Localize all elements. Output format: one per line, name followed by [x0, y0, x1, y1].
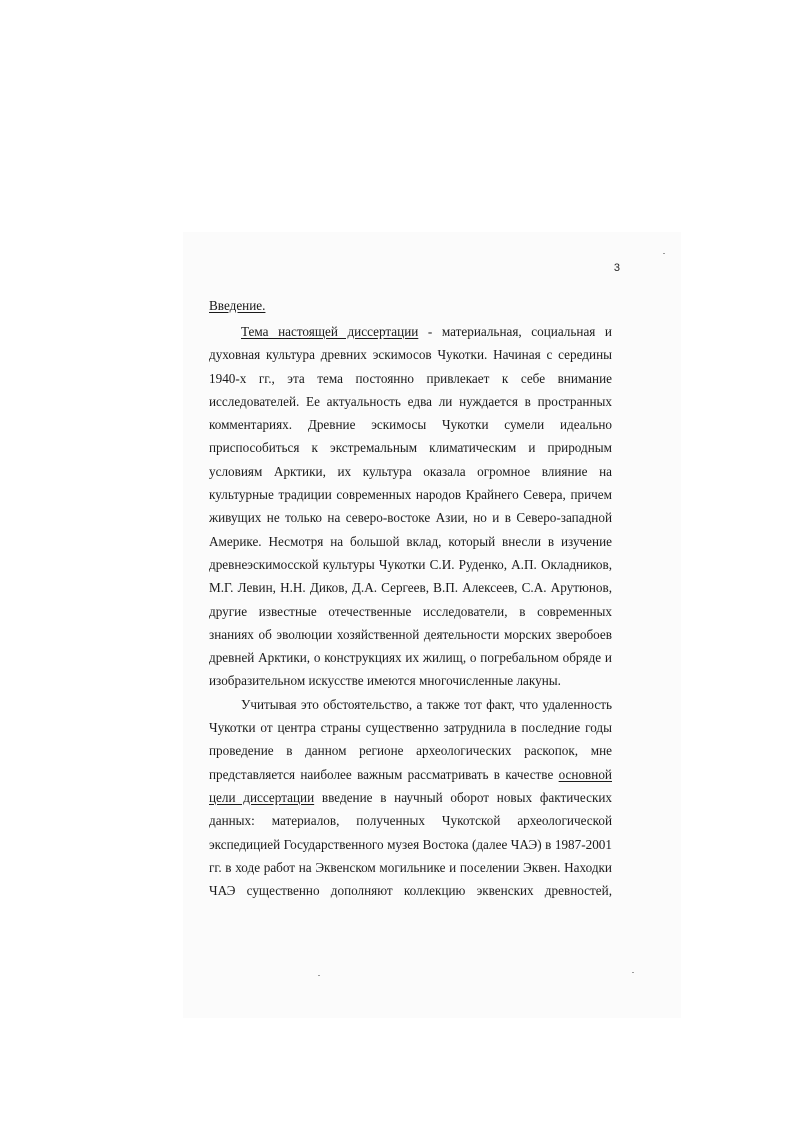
section-heading: Введение. — [209, 298, 266, 313]
text-line: Чукотки от центра страны существенно затруднила в последние годы — [209, 720, 612, 736]
text-line: представляется наиболее важным рассматривать в качестве основной — [209, 766, 612, 782]
scan-speck — [318, 975, 320, 976]
text-line: комментариях. Древние эскимосы Чукотки сумели идеально — [209, 417, 612, 433]
paragraph-2 — [209, 693, 612, 903]
text-line: М.Г. Левин, Н.Н. Диков, Д.А. Сергеев, В.П. Алексеев, С.А. Арутюнов, — [209, 580, 612, 596]
text-line: ЧАЭ существенно дополняют коллекцию эквенских древностей, — [209, 883, 612, 899]
underlined-phrase: основной — [558, 766, 612, 782]
text-line: Учитывая это обстоятельство, а также тот факт, что удаленность — [241, 696, 612, 712]
text-line: духовная культура древних эскимосов Чукотки. Начиная с середины — [209, 347, 612, 363]
underlined-phrase: цели диссертации — [209, 789, 315, 805]
text-line: исследователей. Ее актуальность едва ли нуждается в пространных — [209, 393, 612, 409]
paragraph-1 — [209, 320, 612, 693]
text-line: древней Арктики, о конструкциях их жилищ, о погребальном обряде и — [209, 650, 612, 666]
body-text — [209, 320, 612, 902]
text-line: данных: материалов, полученных Чукотской археологической — [209, 813, 612, 829]
underlined-phrase: Тема настоящей диссертации — [241, 324, 419, 339]
text-line: проведение в данном регионе археологических раскопок, мне — [209, 743, 612, 759]
text-line: Тема настоящей диссертации - материальная, социальная и — [241, 324, 612, 339]
text-line: гг. в ходе работ на Эквенском могильнике и поселении Эквен. Находки — [209, 859, 612, 875]
text-line: изобразительном искусстве имеются многочисленные лакуны. — [209, 673, 561, 689]
scan-speck — [632, 972, 634, 973]
text-line: экспедицией Государственного музея Востока (далее ЧАЭ) в 1987-2001 — [209, 836, 612, 852]
scan-speck — [663, 253, 665, 254]
text-line: культурные традиции современных народов Крайнего Севера, причем — [209, 487, 612, 503]
text-line: знаниях об эволюции хозяйственной деятельности морских зверобоев — [209, 626, 612, 642]
text-line: условиям Арктики, их культура оказала огромное влияние на — [209, 463, 612, 479]
text-line: Америке. Несмотря на большой вклад, который внесли в изучение — [209, 533, 612, 549]
text-line: 1940-х гг., эта тема постоянно привлекает к себе внимание — [209, 370, 612, 386]
text-line: живущих не только на северо-востоке Азии, но и в Северо-западной — [209, 510, 612, 526]
text-line: приспособиться к экстремальным климатическим и природным — [209, 440, 612, 456]
text-line: другие известные отечественные исследователи, в современных — [209, 603, 612, 619]
page-number: 3 — [613, 262, 620, 274]
text-line: цели диссертации введение в научный оборот новых фактических — [209, 789, 612, 805]
text-line: древнеэскимосской культуры Чукотки С.И. Руденко, А.П. Окладников, — [209, 556, 612, 572]
